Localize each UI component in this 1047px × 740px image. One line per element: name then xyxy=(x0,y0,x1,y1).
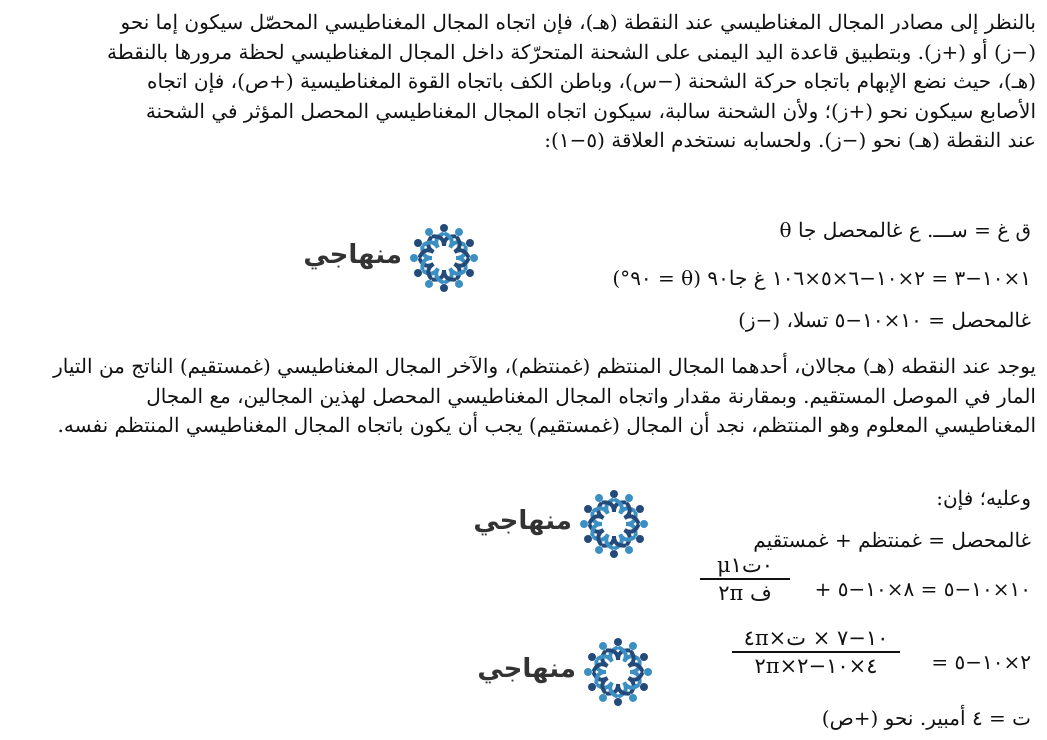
paragraph-1-line-3: (هـ)، حيث نضع الإبهام باتجاه حركة الشحنة (−س)، وباطن الكف باتجاه القوة المغناطيسية (+ص)، فإن اتجاه xyxy=(146,69,1036,93)
watermark-logo-3 xyxy=(466,632,656,722)
paragraph-2 xyxy=(16,352,1036,441)
equation-result: ت = ٤ أمبير. نحو (+ص) xyxy=(821,706,1031,730)
paragraph-1-line-1: بالنظر إلى مصادر المجال المغناطيسي عند النقطة (هـ)، فإن اتجاه المجال المغناطيسي المحصّل سيكون إما نحو xyxy=(120,10,1036,34)
therefore-label: وعليه؛ فإن: xyxy=(936,486,1031,510)
fraction-wire-field-numerator: μ٠ت١ xyxy=(700,552,790,580)
equation-net-field: غالمحصل = ١٠×١٠−٥ تسلا، (−ز) xyxy=(738,308,1031,332)
watermark-text: منهاجي xyxy=(473,506,572,536)
equation-substitution: ١×١٠−٣ = ٢×١٠−٦×٥×١٠٦ غ جا٩٠ (θ = ٩٠°) xyxy=(612,266,1031,290)
equation-step-2-left: ١٠×١٠−٥ = ٨×١٠−٥ + xyxy=(814,577,1031,601)
watermark-text: منهاجي xyxy=(477,654,576,684)
fraction-wire-field-denominator: ٢π ف xyxy=(718,581,772,605)
paragraph-1 xyxy=(16,8,1036,156)
paragraph-2-line-3: المغناطيسي المعلوم وهو المنتظم، نجد أن المجال (غمستقيم) يجب أن يكون باتجاه المجال المغناطيسي المنتظم نفسه. xyxy=(57,413,1036,437)
equation-superposition: غالمحصل = غمنتظم + غمستقيم xyxy=(753,528,1031,552)
fraction-current xyxy=(732,625,900,679)
paragraph-2-line-2: المار في الموصل المستقيم. وبمقارنة مقدار واتجاه المجال المغناطيسي المحصل لهذين المجالين، مع المجال xyxy=(146,383,1036,408)
watermark-logo-2 xyxy=(462,484,652,574)
paragraph-2-line-1: يوجد عند النقطه (هـ) مجالان، أحدهما المجال المنتظم (غمنتظم)، والآخر المجال المغناطيسي (غمستقيم) الناتج من التيار xyxy=(53,354,1036,378)
paragraph-1-line-5: عند النقطة (هـ) نحو (−ز). ولحسابه نستخدم العلاقة (٥−١): xyxy=(544,128,1036,152)
equation-step-3-left: ٢×١٠−٥ = xyxy=(931,650,1031,674)
watermark-emblem-icon xyxy=(574,484,654,564)
watermark-emblem-icon xyxy=(404,218,484,298)
paragraph-1-line-2: (−ز) أو (+ز). وبتطبيق قاعدة اليد اليمنى على الشحنة المتحرّكة داخل المجال المغناطيسي لحظة مرورها بالنقطة xyxy=(107,39,1036,64)
fraction-current-numerator: ٤π×١٠−٧ × ت xyxy=(732,625,900,653)
fraction-wire-field xyxy=(700,552,790,606)
paragraph-1-line-4: الأصابع سيكون نحو (+ز)؛ ولأن الشحنة سالبة، سيكون اتجاه المجال المغناطيسي المحصل المؤثر في الشحنة xyxy=(145,98,1036,123)
equation-force: ق غ = ســـ. ع غالمحصل جا θ xyxy=(779,218,1031,242)
watermark-emblem-icon xyxy=(578,632,658,712)
watermark-logo-1 xyxy=(292,218,482,308)
watermark-text: منهاجي xyxy=(303,240,402,270)
fraction-current-denominator: ٢π×٤×١٠−٢ xyxy=(754,654,878,678)
